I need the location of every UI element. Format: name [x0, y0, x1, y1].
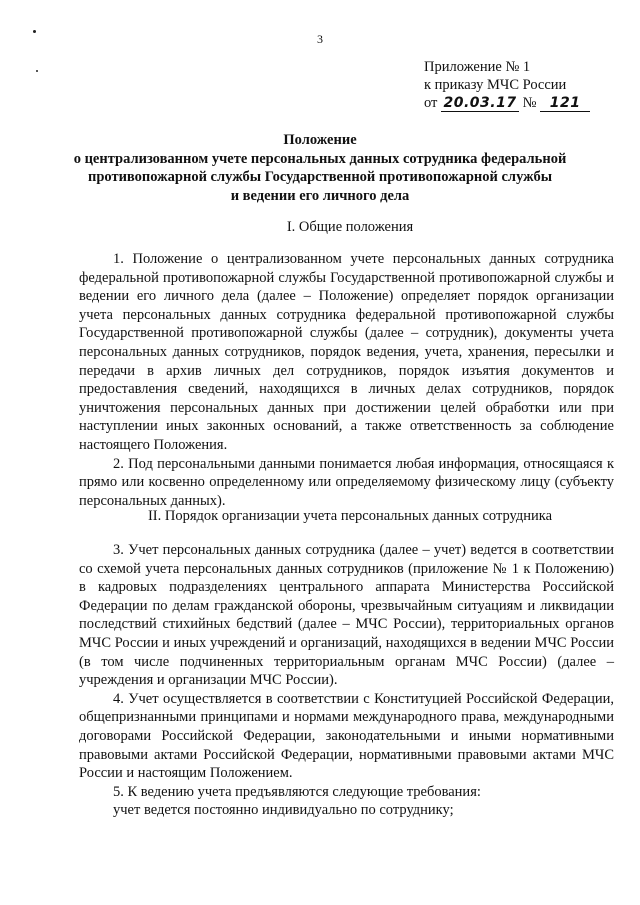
paragraph-2: 2. Под персональными данными понимается любая информация, относящаяся к прямо или косвенно определенному или определяемому физическому лицу (субъекту персональных данных).	[79, 455, 614, 509]
appendix-order-line	[424, 94, 590, 112]
title-line-1: Положение	[283, 132, 357, 148]
paragraph-1: 1. Положение о централизованном учете персональных данных сотрудника федеральной противопожарной службы Государственной противопожарной службы и ведении его личного дела (далее – Положение) определяет порядок организации учета персональных данных сотрудника федеральной противопожарной службы Государственной противопожарной службы (далее – сотрудник), документы учета персональных данных сотрудников, порядок ведения, учета, хранения, пересылки и передачи в архив личных дел сотрудников, порядок изъятия документов и предоставления сведений, находящихся в личных делах сотрудников, порядок уничтожения персональных данных при достижении целей обработки или при наступлении иных законных оснований, а также ответственность за соблюдение настоящего Положения.	[79, 251, 614, 453]
section-heading-organization: II. Порядок организации учета персональных данных сотрудника	[147, 508, 553, 524]
section-general-body	[79, 250, 614, 510]
scan-speck	[36, 70, 38, 72]
document-title	[60, 131, 580, 205]
handwritten-order-number: 121	[540, 96, 590, 112]
appendix-block	[424, 58, 590, 112]
paragraph-4: 4. Учет осуществляется в соответствии с Конституцией Российской Федерации, общепризнанными принципами и нормами международного права, международными договорами Российской Федерации, законодательными и иными нормативными правовыми актами Российской Федерации, нормативными правовыми актами МЧС России и настоящим Положением.	[79, 690, 614, 782]
appendix-line-1: Приложение № 1	[424, 59, 531, 75]
section-heading-general: I. Общие положения	[286, 219, 414, 235]
title-line-4: и ведении его личного дела	[230, 187, 410, 204]
handwritten-date: 20.03.17	[441, 96, 519, 112]
section-organization-body	[79, 541, 614, 820]
appendix-line-2: к приказу МЧС России	[424, 77, 567, 93]
title-line-2: о централизованном учете персональных данных сотрудника федеральной	[73, 150, 567, 167]
paragraph-6: учет ведется постоянно индивидуально по сотруднику;	[113, 802, 454, 819]
number-sign: №	[522, 95, 537, 111]
paragraph-3: 3. Учет персональных данных сотрудника (далее – учет) ведется в соответствии со схемой учета персональных данных сотрудников (приложение № 1 к Положению) в кадровых подразделениях центрального аппарата Министерства Российской Федерации по делам гражданской обороны, чрезвычайным ситуациям и ликвидации последствий стихийных бедствий (далее – МЧС России), территориальных органов МЧС России и иных учреждений и организаций, находящихся в ведении МЧС России (в том числе подчиненных территориальным органам МЧС России) (далее – учреждения и организации МЧС России).	[79, 542, 614, 689]
title-line-3: противопожарной службы Государственной противопожарной службы	[87, 169, 553, 185]
appendix-from-label: от	[424, 95, 438, 111]
paragraph-5: 5. К ведению учета предъявляются следующие требования:	[113, 783, 481, 800]
page-number: 3	[317, 32, 323, 46]
